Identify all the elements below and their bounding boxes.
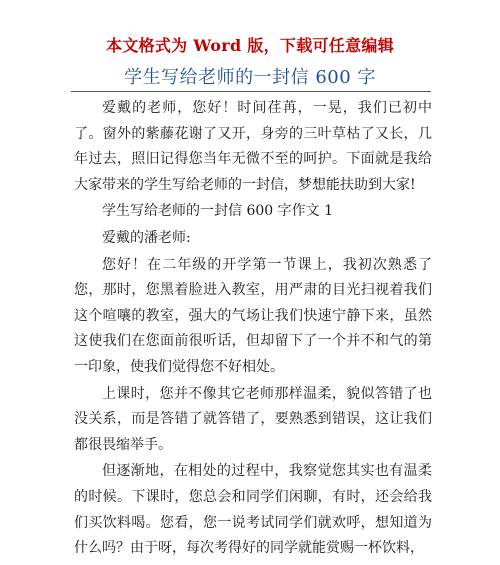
letter-salutation: 爱戴的潘老师: — [102, 229, 191, 246]
document-title: 学生写给老师的一封信 600 字 — [124, 67, 376, 88]
essay-heading: 学生写给老师的一封信 600 字作文 1 — [102, 203, 333, 220]
title-divider — [71, 91, 431, 92]
body-paragraph: 上课时，您并不像其它老师那样温柔，貌似答错了也没关系，而是答错了就答错了，要熟悉到错误，这让我们都很畏缩举手。 — [74, 385, 432, 453]
document-body — [74, 96, 432, 563]
body-paragraph: 但逐渐地，在相处的过程中，我察觉您其实也有温柔的时候。下课时，您总会和同学们闲聊，有时，还会给我们买饮料喝。您看，您一说考试同学们就欢呼，想知道为什么吗？由于呀，每次考得好的同学就能赏赐一杯饮料， — [74, 463, 432, 557]
word-format-banner: 本文格式为 Word 版，下载可任意编辑 — [105, 36, 395, 55]
body-paragraph: 您好！在二年级的开学第一节课上，我初次熟悉了您，那时，您黑着脸进入教室，用严肃的目光扫视着我们这个喧嚷的教室，强大的气场让我们快速宁静下来，虽然这使我们在您面前很听话，但却留下了一个并不和气的第一印象，使我们觉得您不好相处。 — [74, 256, 432, 375]
intro-paragraph: 爱戴的老师，您好！时间荏苒，一晃，我们已初中了。窗外的紫藤花谢了又开，身旁的三叶草枯了又长，几年过去，照旧记得您当年无微不至的呵护。下面就是我给大家带来的学生写给老师的一封信，梦想能扶助到大家! — [74, 100, 432, 193]
